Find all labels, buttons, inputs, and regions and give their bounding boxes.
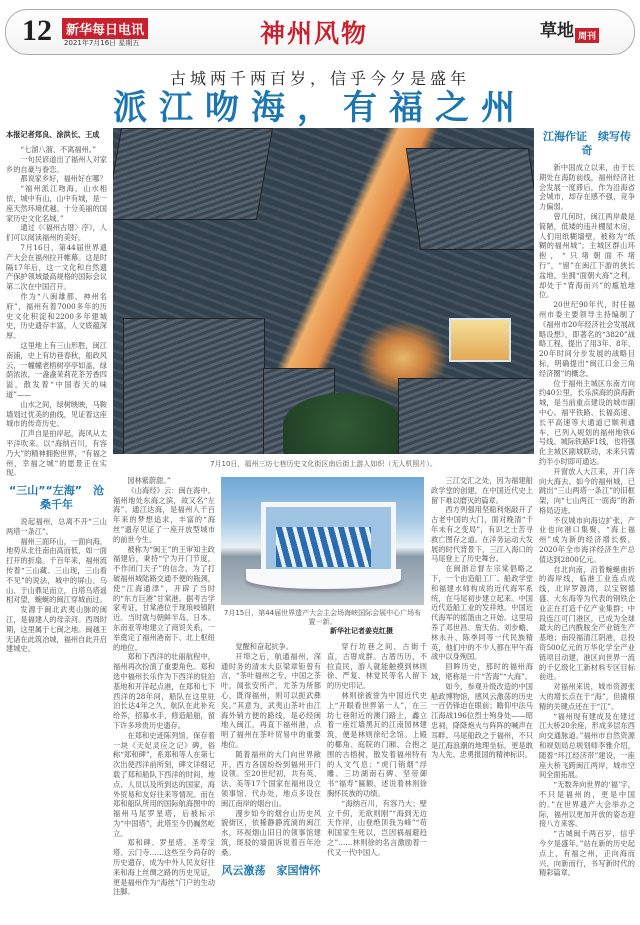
paragraph: 都说家乡好，福州好在哪？ (20, 174, 107, 184)
paragraph: 漫步如今的烟台山历史风貌街区，依稀静静流淌的闽江水，环视烟山旧日的领事馆建筑，斑驳的墙面诉说着百年沧桑。 (221, 808, 321, 857)
paragraph: 说起福州，总离不开“三山两塔一条江”。 (6, 517, 107, 536)
section-title: 神州风物 (260, 19, 369, 48)
text-column-3 (221, 642, 321, 883)
paragraph: 觉醒和奋起抗争。 (235, 642, 293, 651)
paragraph: 《山海经》云：闽在海中。福州地处东海之滨，故又名“左海”。通江达海，是福州人千百年来的梦想追求，丰富的“海丝”遗存见证了一座开放型城市的前世今生。 (113, 485, 215, 544)
subhead-2: 风云激荡 家国情怀 (221, 863, 321, 877)
paragraph: 通过《〈福州古厝〉序》，人们可以阅读福州的美好。 (6, 223, 107, 243)
paragraph: 园林紫蔚甜。” (127, 476, 171, 485)
paragraph: 曾几何时，闽江两岸最是简陋，低矮的违升棚屋木房，人们用纸糊墙壁，被称为“纸糊的福州城”；主城区群山环抱，“只堵朝面不堵行”，“留”在闽江下游的狭长盆地，坐拥“面朝大海”之利，却处于“背海而兴”的尴尬地位。 (539, 211, 635, 300)
supplement-tag: 周刊 (575, 28, 599, 43)
paragraph: 随着福州的大门向世界敞开，西方各国纷纷到福州开门设领。至20世纪初，共有英、法、美等17个国家在福州设立领事馆、代办处，地点多设在闽江南岸的烟台山。 (221, 749, 321, 808)
paragraph: 这里地上有三山形胜，闽江南浦，史上有坊巷春秋，船政风云，一幢幢老榕树亭亭如盖，绿荫浓浓，一盏盏茉莉花茶芳香四溢，散发着“中国春天的味道”—— (6, 340, 107, 399)
paragraph: 郑和下西洋的壮丽航程中，福州再次扮演了重要角色。郑和选中福州长乐作为下西洋的驻泊基地和开洋起点港，在郑和七下西洋的28年间，船队在这里驻泊长达4年之久，航队在此补充给养，招募水手，修造船舶，留下许多珍贵历史遗存。 (113, 652, 215, 730)
paragraph: 一句民谚道出了福州人对家乡的自豪与眷恋。 (6, 154, 107, 174)
paragraph: “福州现有建成及在建过江大桥20余座，形成多层东西向交通脉道。”福州市自然资源和规划局总规划师李雅介绍，随着“环江经济带”建设，一座座大桥飞跨闽江两岸，城市空间全面拓展。 (539, 711, 635, 780)
article-kicker: 古城两千两百岁，信乎今夕是盛年 (169, 69, 470, 88)
paragraph: 福州三面环山，一面向海，地势从北往南由高而低，如一面打开的折扇。千百年来，福州流传着“三山藏、三山现，三山看不见”的说法，城中的屏山、乌山、于山鼎足而立，白塔乌塔遥相对望，蜿蜒的闽江穿城而过。 (6, 536, 107, 605)
paragraph: “海纳百川，有容乃大；壁立千仞，无欲则刚”“海到无边天作岸，山登绝顶我为峰”“苟利国家生死以，岂因祸福避趋之”……林则徐的名言激励着一代又一代中国人。 (327, 798, 427, 857)
photo2-caption: 7月15日，第44届世界遗产大会主会场海峡国际会展中心广场布置一新。 (223, 609, 422, 626)
article-headline: 派江吻海，有福之州 (113, 88, 527, 128)
newspaper-logo: 新华每日电讯 (62, 18, 148, 39)
paragraph: 自北向南，沿着蜿蜒曲折的海岸线，临港工业连点成线，北岸罗源湾，以宝钢德盛、大东海等为代表的钢铁企业正在打造千亿产业集群；中段连江可门港区，已成为全球最大的己内酰胺全产业链生产基地；南段福清江阴港，总投资500亿元的万华化学全产业链项目动建，港区向世界一流的千亿级化工新材料专区目标前进。 (539, 564, 635, 682)
paragraph: 作为“八闽雄都、神州名府”，福州有着7000多年的历史文化积淀和2200多年建城史，历史遗存丰富，人文底蕴深厚。 (6, 291, 107, 341)
photo2-credit: 新华社记者姜克红摄 (330, 627, 393, 635)
paragraph: 开窗放入大江来，开门奔向大海去。如今的福州城，已跳出“三山两塔一条江”的旧框架，向“七山两江一面海”的新格局迈进。 (539, 466, 635, 515)
col1-paragraphs (6, 145, 107, 478)
paragraph: 新中国成立以来，由于长期处在海防前线，福州经济社会发展一度滞后，作为沿海省会城市，却存在感不强，竞争力偏弱。 (539, 163, 635, 212)
paragraph: 发源于闽北武夷山脉的闽江，是福建人的母亲河。西周时期，这里属于七闽之地。闽越王无诸在此筑冶城，福州自此开启建城史。 (6, 605, 107, 654)
col1b-paragraphs (6, 517, 107, 654)
paragraph: 被称为“闽王”的王审知主政福建后，秉持“宁为开门节度，不作闭门天子”的信念，为了打破福州城陆路交通不便的瓶颈，使“江海通津”，开辟了当时的“东方巨港”甘棠港。据考古学家考证，甘棠港位于现琅岐镇附近。当时就与朝鲜半岛、日本、东南亚等地建立了商贸关系，一举奠定了福州港南下、北上枢纽的地位。 (113, 544, 215, 652)
paragraph: 在郑和史迹陈列馆，保存着一块《天妃灵应之记》碑，俗称“郑和碑”，系郑和等人在第七次出使西洋前所刻，碑文详细记载了郑和船队下西洋的时间、地点、人员以及所到达的国家，海外贸易和友好往来等情况。而在郑和船队所用的国际航海图中的福州马尾罗星塔，后被标示为“中国塔”，此塔至今仍巍然屹立。 (113, 730, 215, 838)
text-column-5 (431, 476, 533, 760)
paragraph: “福州派江吻海，山水相依，城中有山，山中有城，是一座天然环境优越、十分美丽的国家历史文化名城。” (6, 184, 107, 223)
text-column-6 (539, 130, 635, 878)
photo1-caption: 7月10日，福州三坊七巷历史文化街区南后街上游人如织（无人机照片）。 (210, 460, 437, 468)
photo-heritage-book-sculpture (221, 477, 424, 605)
paragraph: 7月16日，第44届世界遗产大会在福州拉开帷幕。这是时隔17年后，这一文化和自然遗产保护领域最高规格的国际会议第二次在中国召开。 (6, 242, 107, 292)
paragraph: 不仅城市向海边扩张，产业也向港口集聚，“海上福州”成为新的经济增长极，2020年全市海洋经济生产总值达到2800亿元。 (539, 515, 635, 564)
supplement-logo: 草地 (540, 21, 574, 41)
paragraph: 开埠之后，航通福州，深通时务的清末大臣梁章钜曾有言，“茶叶福州之专，中国之茶叶，闻张安所产，尤茶为所都心，既得福州，则可以扼武彝矣。”其意为，武夷山茶叶由江海外销方便的路线，是必经闽地入闽江，再直下福州港，点明了福州在茶叶贸易中的重要地位。 (221, 651, 321, 749)
paragraph: 三江交汇之处，因为福建船政学堂的创建，在中国近代史上留下难以磨灭的篇章。 (431, 476, 533, 505)
paragraph: “古城闽千两百岁，信乎今夕是盛年。”站在新的历史起点上，有福之州，正向海而兴、向新而行，书写新时代的精彩篇章。 (539, 829, 635, 878)
subhead-1: “三山”“左海” 沧桑千年 (9, 484, 104, 512)
paragraph: 穿行坊巷之间，古街千直，古厝成群。古厝历历，不拉直民，游人就能触摸到林则徐、严复、林觉民等名人留下的历史印记。 (327, 642, 427, 691)
paragraph: “无数奔向世界的‘福’字，不只是福州的，更是中国的。”在世界遗产大会举办之际，福州以更加开放的姿态迎接八方来客。 (539, 780, 635, 829)
paragraph: 对福州来说，城市资源张大的增长点在于“海”，但撬根精的关键点还在于“江”。 (539, 682, 635, 711)
text-column-1 (6, 130, 107, 654)
byline: 本报记者郑良、涂洪长、王成 (6, 130, 100, 139)
subhead-3: 江海作证 续写传奇 (543, 130, 631, 157)
issue-date: 2021年7月16日 星期五 (64, 39, 140, 47)
paragraph: 位于福州主城区东南方向约40公里，长乐滨海的滨海新城，是当前重点建设的城市副中心。福平铁路、长福高速、长平高速等大通道已顺利通车，已列入规划的福州地铁6号线、城际铁路F1线，也将强化主城区副城联动，未来只需约半小时即可通达。 (539, 378, 635, 466)
photo-sanfang-qixiang-aerial (113, 128, 534, 454)
paragraph: “七溜八溜，不离福州。” (20, 145, 97, 154)
paragraph: 回眸历史，那时的福州海域，堪称是一片“苦海”“大海”。 (431, 662, 533, 681)
paragraph: 20世纪90年代，时任福州市委主要领导主持编制了《福州市20年经济社会发展战略设想》，即著名的“3820”战略工程，提出了用3年、8年、20年时间分步发展的战略目标，明确提出“闽江口金三角经济圈”的概念。 (539, 300, 635, 378)
paragraph: 西方列强用坚船利炮敲开了古老中国的大门，面对晚清“千年未有之变局”，有识之士苦寻救亡图存之道。在洋务运动大发展的时代背景下，三江入海口的马尾登上了历史舞台。 (431, 505, 533, 564)
paragraph: 郑和碑、罗星塔、圣寿宝塔、云门寺……这些至今尚存的历史遗存，成为中外人民友好往来和海上丝绸之路的历史见证，更是福州作为“海丝”门户的生动注脚。 (113, 838, 215, 897)
text-column-2 (113, 476, 215, 897)
paragraph: 江声自是拍岸起，海风从太平洋吹来。以“海纳百川，有容乃大”的精神拥抱世界，“有福之州，幸福之城”的愿景正在实现。 (6, 429, 107, 478)
page-number: 12 (22, 14, 52, 47)
paragraph: 在闽浙总督左宗棠倡略之下，一个由造船工厂、船政学堂和福建水师构成的近代海军系统，在马尾初步建立起来。中国近代造船工业的发祥地、中国近代海军的摇篮由之开始。这里培养了邓世昌、詹天佑、刘步蟾、林永升、陈季同等一代民族精英，他们中的不少人都在甲午海战中以身殉国。 (431, 564, 533, 662)
paragraph: 山水之间，绿树映映，马鞍墙划过优美的曲线，见证着这座城市的传奇历史。 (6, 399, 107, 429)
paragraph: 如今，参观升级改造的中国船政博物馆，感风云激荡的历史一百仍锋迫在眼前；瞻仰中法马江海战196位烈士殉身处——昭忠祠，降降炮火与阵阵的喊声在耳畔。马尾船政之于福州，不只是江海浪潮的地理坐标，更是敢为人先、忠勇报国的精神标识。 (431, 681, 533, 760)
text-column-4 (327, 642, 427, 858)
paragraph: 林则徐被誉为中国近代史上“开眼看世界第一人”，在三坊七巷附近的澳门路上，鑫立着一座红墙黑瓦的江南园林建筑，便是林则徐纪念馆。上殿的椰角、庭院的门厢、合抱之围的古榕树，散发着福州特有的人文气息；“虎门销烟”浮雕、三坊湖南石碑、坚帝御书“福寿”匾额，述说着林则徐胸怀民族的功绩。 (327, 690, 427, 798)
